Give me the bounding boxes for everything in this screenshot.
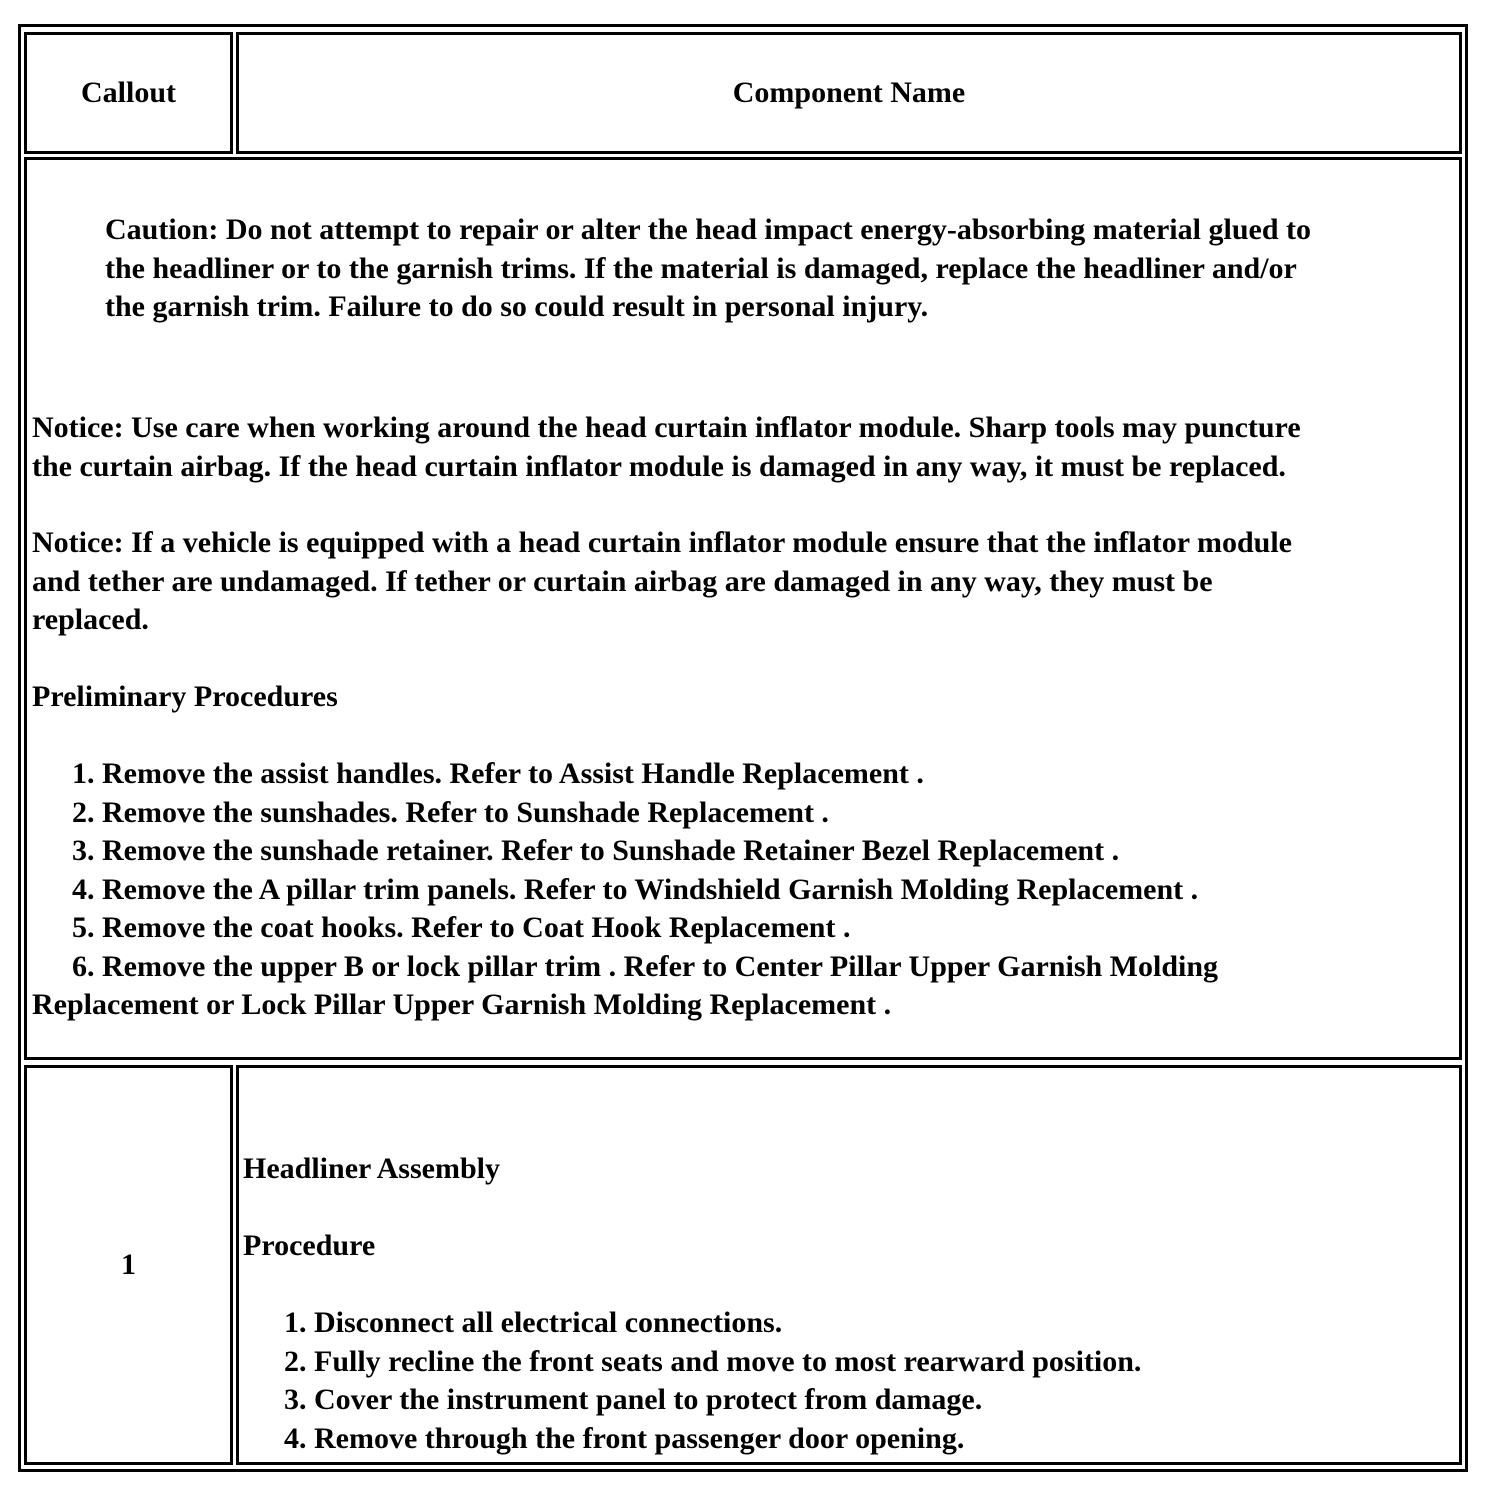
component-name-header-cell: [236, 32, 1462, 154]
procedure-heading: Procedure: [243, 1229, 376, 1262]
caution-text: [30, 211, 1311, 327]
notice-line: the curtain airbag. If the head curtain inflator module is damaged in any way, it must be replaced.: [32, 449, 1286, 483]
list-item: 4. Remove through the front passenger door opening.: [284, 1421, 965, 1455]
component-name-header: Component Name: [732, 76, 966, 109]
caution-line: Caution: Do not attempt to repair or alter the head impact energy-absorbing material glued to: [105, 213, 1311, 246]
callout-header: Callout: [80, 76, 176, 109]
callout-header-cell: [24, 32, 233, 154]
list-item: 3. Cover the instrument panel to protect from damage.: [284, 1383, 983, 1416]
procedure-steps: [284, 1304, 1141, 1458]
notice-line: and tether are undamaged. If tether or curtain airbag are damaged in any way, they must be: [32, 564, 1213, 598]
callout-cell: [24, 1065, 233, 1465]
component-name: Headliner Assembly: [243, 1152, 500, 1185]
caution-line: the headliner or to the garnish trims. If the material is damaged, replace the headliner and/or: [105, 251, 1297, 285]
caution-line: the garnish trim. Failure to do so could result in personal injury.: [105, 290, 929, 323]
preliminary-heading: Preliminary Procedures: [32, 680, 338, 713]
preliminary-steps: [32, 755, 1218, 1025]
notice-line: replaced.: [32, 603, 149, 636]
notice-line: Notice: Use care when working around the head curtain inflator module. Sharp tools may puncture: [32, 411, 1301, 444]
list-item: 2. Fully recline the front seats and move to most rearward position.: [284, 1344, 1142, 1378]
callout-number: 1: [121, 1248, 136, 1281]
list-item: 1. Disconnect all electrical connections.: [284, 1306, 783, 1339]
list-item: 5. Remove the coat hooks. Refer to Coat Hook Replacement .: [72, 911, 851, 944]
list-item-wrap: Replacement or Lock Pillar Upper Garnish Molding Replacement .: [32, 988, 892, 1021]
notice-1-text: [32, 409, 1301, 486]
list-item: 4. Remove the A pillar trim panels. Refer to Windshield Garnish Molding Replacement .: [72, 872, 1199, 906]
list-item: 6. Remove the upper B or lock pillar trim . Refer to Center Pillar Upper Garnish Molding: [72, 949, 1219, 983]
notice-line: Notice: If a vehicle is equipped with a head curtain inflator module ensure that the inflator module: [32, 526, 1292, 559]
list-item: 2. Remove the sunshades. Refer to Sunshade Replacement .: [72, 795, 829, 829]
list-item: 3. Remove the sunshade retainer. Refer to Sunshade Retainer Bezel Replacement .: [72, 834, 1120, 867]
list-item: 1. Remove the assist handles. Refer to Assist Handle Replacement .: [72, 757, 924, 790]
notice-2-text: [32, 524, 1292, 640]
